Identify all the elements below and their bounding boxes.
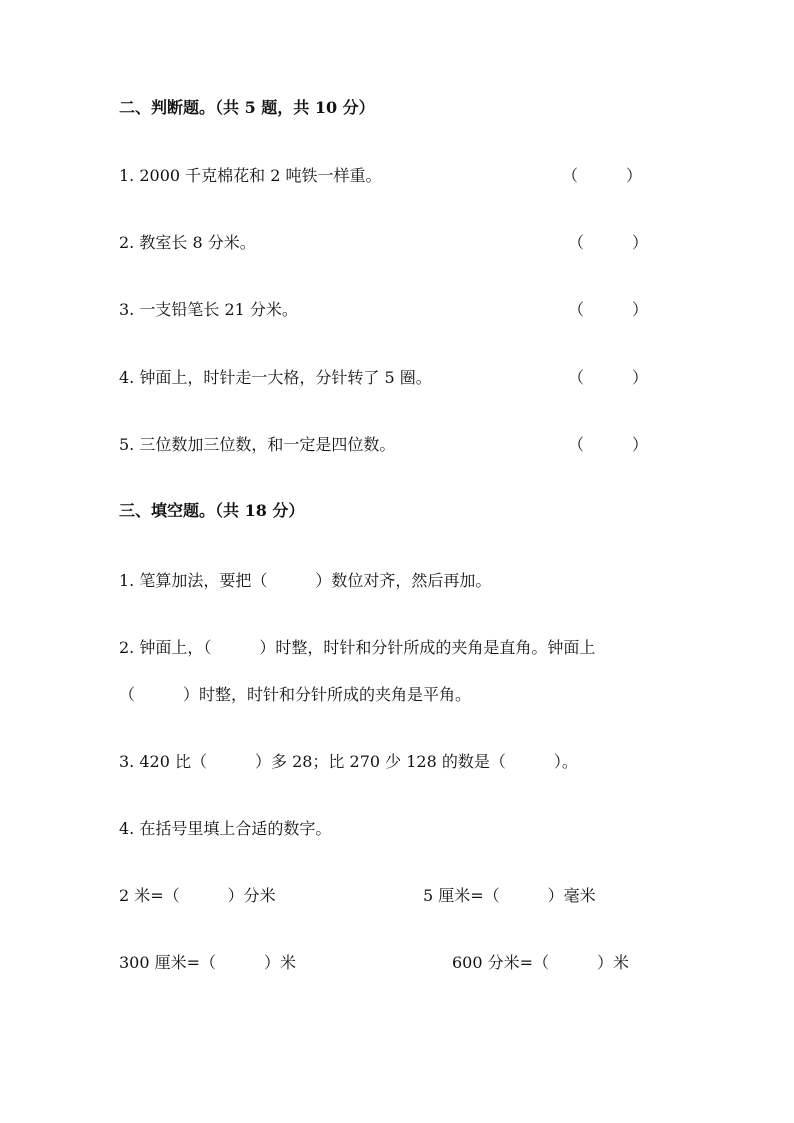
fill-item-4d: 600 分米=（ ）米 xyxy=(452,953,630,972)
judge-item-5: 5. 三位数加三位数，和一定是四位数。 xyxy=(119,435,396,454)
judge-answer-5[interactable]: （ ） xyxy=(568,435,649,454)
fill-item-2-line1: 2. 钟面上，（ ）时整，时针和分针所成的夹角是直角。钟面上 xyxy=(119,638,596,657)
fill-item-1: 1. 笔算加法，要把（ ）数位对齐，然后再加。 xyxy=(119,571,492,590)
fill-item-4c: 300 厘米=（ ）米 xyxy=(119,953,297,972)
judge-answer-4[interactable]: （ ） xyxy=(568,368,649,387)
fill-item-4a: 2 米=（ ）分米 xyxy=(119,886,276,905)
section2-heading: 二、判断题。（共 5 题，共 10 分） xyxy=(119,98,375,117)
section3-heading: 三、填空题。（共 18 分） xyxy=(119,501,305,520)
judge-answer-1[interactable]: （ ） xyxy=(562,166,643,185)
judge-answer-3[interactable]: （ ） xyxy=(568,300,649,319)
judge-item-4: 4. 钟面上，时针走一大格，分针转了 5 圈。 xyxy=(119,368,432,387)
fill-item-4: 4. 在括号里填上合适的数字。 xyxy=(119,819,332,838)
judge-item-1: 1. 2000 千克棉花和 2 吨铁一样重。 xyxy=(119,166,382,185)
fill-item-4b: 5 厘米=（ ）毫米 xyxy=(423,886,596,905)
judge-item-2: 2. 教室长 8 分米。 xyxy=(119,233,256,252)
judge-answer-2[interactable]: （ ） xyxy=(568,233,649,252)
judge-item-3: 3. 一支铅笔长 21 分米。 xyxy=(119,300,298,319)
fill-item-2-line2: （ ）时整，时针和分针所成的夹角是平角。 xyxy=(119,685,472,704)
fill-item-3: 3. 420 比（ ）多 28；比 270 少 128 的数是（ ）。 xyxy=(119,752,578,771)
